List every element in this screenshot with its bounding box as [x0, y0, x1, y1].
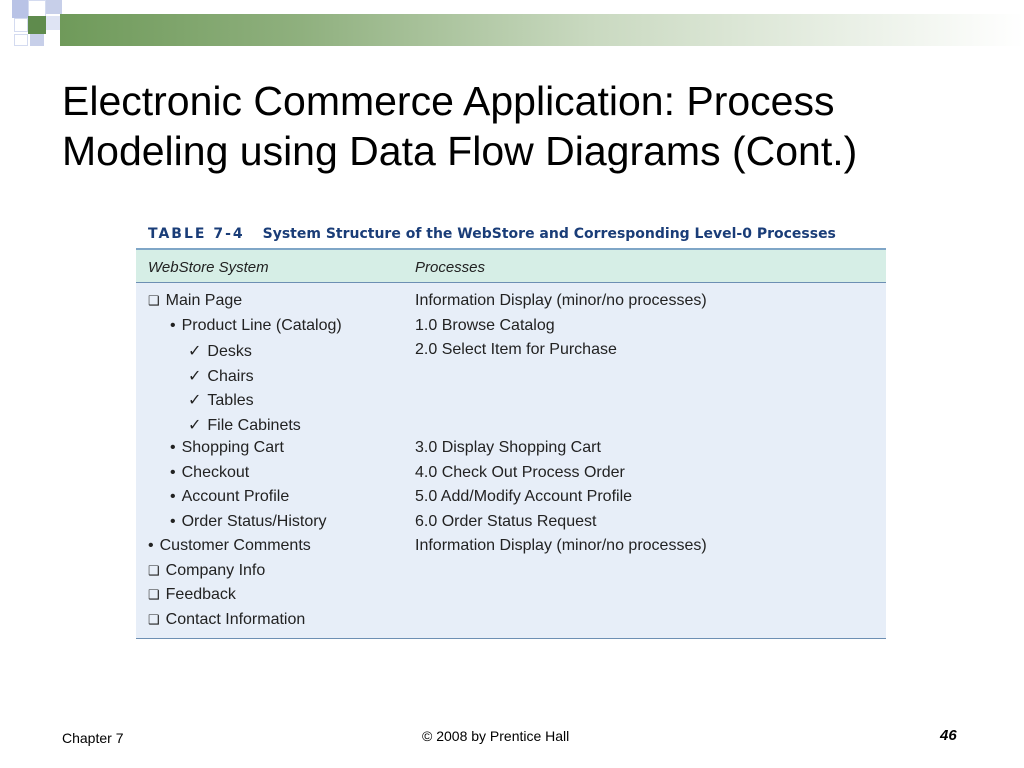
system-text: Contact Information	[165, 611, 306, 628]
process-cell: 4.0 Check Out Process Order	[415, 464, 625, 481]
system-text: Main Page	[165, 292, 243, 309]
system-cell	[188, 366, 254, 386]
decor-square	[14, 34, 28, 46]
system-text: File Cabinets	[207, 417, 301, 434]
table-row	[136, 439, 886, 463]
system-cell	[170, 488, 289, 506]
table-row	[136, 513, 886, 537]
process-cell: 6.0 Order Status Request	[415, 513, 597, 530]
system-cell	[188, 415, 301, 435]
column-header-system: WebStore System	[148, 259, 269, 276]
decor-square	[46, 16, 60, 30]
column-header-processes: Processes	[415, 259, 486, 276]
dot-bullet-icon: •	[170, 488, 176, 505]
process-cell: 5.0 Add/Modify Account Profile	[415, 488, 633, 505]
decor-square	[46, 0, 62, 14]
system-cell	[148, 611, 305, 629]
system-text: Tables	[207, 392, 254, 409]
checkmark-icon: ✓	[188, 368, 202, 385]
table-row	[136, 292, 886, 316]
process-cell: Information Display (minor/no processes)	[415, 537, 707, 554]
system-text: Shopping Cart	[181, 439, 284, 456]
system-text: Feedback	[165, 586, 236, 603]
process-cell: 1.0 Browse Catalog	[415, 317, 555, 334]
decor-square	[30, 34, 44, 46]
table-row	[136, 537, 886, 561]
table-row	[136, 562, 886, 586]
slide-title-line2: Modeling using Data Flow Diagrams (Cont.)	[62, 128, 858, 174]
box-bullet-icon: ❑	[148, 612, 160, 627]
table-body	[136, 283, 886, 639]
table-row	[136, 366, 886, 390]
process-cell: Information Display (minor/no processes)	[415, 292, 707, 309]
system-text: Product Line (Catalog)	[181, 317, 342, 334]
dot-bullet-icon: •	[170, 513, 176, 530]
system-cell	[170, 317, 342, 335]
table-row	[136, 488, 886, 512]
system-text: Checkout	[181, 464, 250, 481]
process-cell: 2.0 Select Item for Purchase	[415, 341, 617, 358]
table-row	[136, 464, 886, 488]
system-cell	[188, 390, 254, 410]
checkmark-icon: ✓	[188, 343, 202, 360]
slide-title	[62, 76, 982, 176]
decor-square	[14, 18, 28, 32]
system-cell	[148, 586, 236, 604]
system-text: Account Profile	[181, 488, 290, 505]
dot-bullet-icon: •	[170, 439, 176, 456]
table-row	[136, 341, 886, 365]
table-row	[136, 586, 886, 610]
system-cell	[170, 439, 284, 457]
system-text: Company Info	[165, 562, 266, 579]
system-text: Chairs	[207, 368, 254, 385]
box-bullet-icon: ❑	[148, 293, 160, 308]
table-row	[136, 390, 886, 414]
slide-title-line1: Electronic Commerce Application: Process	[62, 78, 835, 124]
header-gradient-band	[60, 14, 1024, 46]
system-cell	[148, 537, 311, 555]
box-bullet-icon: ❑	[148, 587, 160, 602]
system-text: Desks	[207, 343, 252, 360]
table-caption-text: System Structure of the WebStore and Corresponding Level-0 Processes	[262, 226, 836, 242]
decor-square	[12, 0, 28, 18]
system-cell	[148, 292, 242, 310]
system-text: Customer Comments	[159, 537, 311, 554]
table-row	[136, 317, 886, 341]
table-number: TABLE 7-4	[148, 226, 245, 242]
process-cell: 3.0 Display Shopping Cart	[415, 439, 601, 456]
dot-bullet-icon: •	[170, 464, 176, 481]
system-cell	[148, 562, 265, 580]
table-caption	[148, 226, 878, 242]
system-cell	[170, 513, 327, 531]
decor-square	[28, 16, 46, 34]
footer-chapter: Chapter 7	[62, 730, 124, 746]
dot-bullet-icon: •	[170, 317, 176, 334]
system-cell	[170, 464, 249, 482]
checkmark-icon: ✓	[188, 417, 202, 434]
system-cell	[188, 341, 252, 361]
checkmark-icon: ✓	[188, 392, 202, 409]
page-number: 46	[940, 727, 957, 744]
box-bullet-icon: ❑	[148, 563, 160, 578]
system-text: Order Status/History	[181, 513, 327, 530]
table-row	[136, 611, 886, 635]
table-row	[136, 415, 886, 439]
footer-copyright: © 2008 by Prentice Hall	[422, 728, 570, 744]
table-header	[136, 250, 886, 283]
dot-bullet-icon: •	[148, 537, 154, 554]
